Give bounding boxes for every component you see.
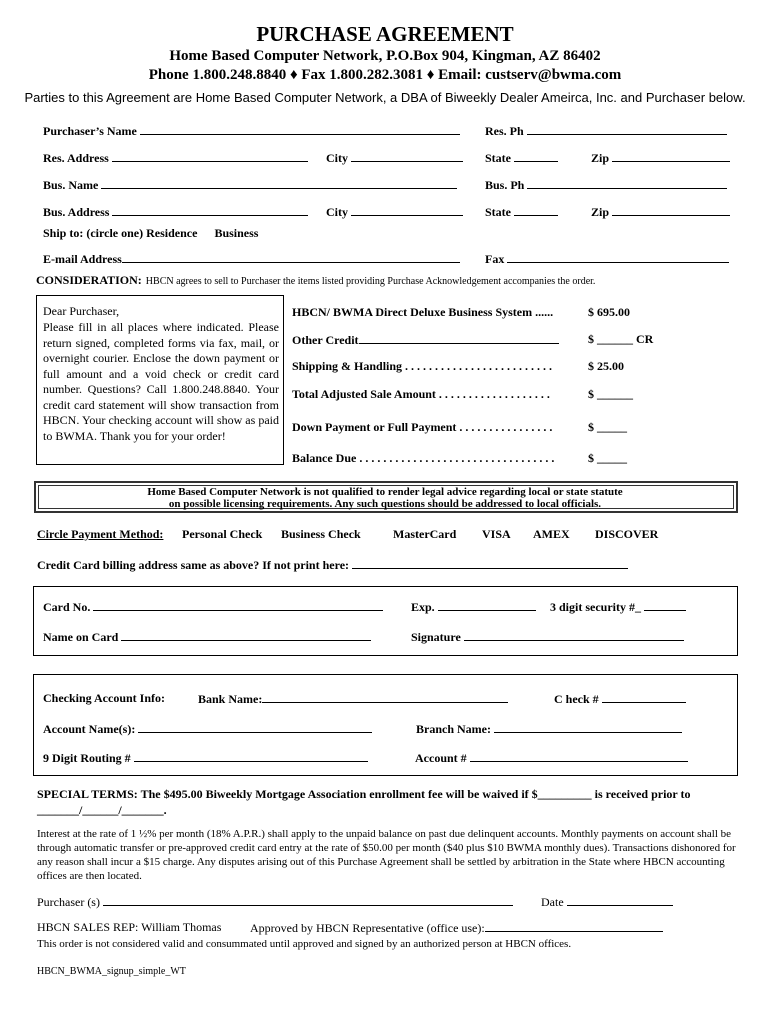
system-price-value: $ 695.00 <box>588 305 630 319</box>
routing-label: 9 Digit Routing # <box>43 751 131 765</box>
email-field[interactable] <box>43 251 460 267</box>
note-greeting: Dear Purchaser, <box>43 304 120 318</box>
bus-city-label: City <box>326 205 348 219</box>
card-exp-label: Exp. <box>411 600 435 614</box>
consideration-row <box>36 271 595 289</box>
billing-address-label: Credit Card billing address same as above? If not print here: <box>37 558 350 572</box>
approved-field[interactable] <box>250 920 663 936</box>
system-price-label: HBCN/ BWMA Direct Deluxe Business System ...... <box>292 305 554 319</box>
balance-due-label: Balance Due . . . . . . . . . . . . . . . . . . . . . . . . . . . . . . . . . <box>292 451 555 465</box>
res-phone-field[interactable] <box>485 123 727 139</box>
routing-field[interactable] <box>43 750 368 766</box>
bus-zip-field[interactable] <box>591 204 730 220</box>
payment-method-label: Circle Payment Method: <box>37 527 164 541</box>
payment-mastercard[interactable]: MasterCard <box>393 527 457 541</box>
card-name-label: Name on Card <box>43 630 119 644</box>
total-label: Total Adjusted Sale Amount . . . . . . . . . . . . . . . . . . . <box>292 387 550 401</box>
shipping-value: $ 25.00 <box>588 359 624 373</box>
branch-name-label: Branch Name: <box>416 722 491 736</box>
card-security-label: 3 digit security #_ <box>550 600 641 614</box>
res-city-field[interactable] <box>326 150 463 166</box>
account-name-label: Account Name(s): <box>43 722 136 736</box>
consideration-label: CONSIDERATION: <box>36 273 142 287</box>
ship-residence-option[interactable]: Residence <box>146 226 198 240</box>
card-number-field[interactable] <box>43 599 383 615</box>
ship-to-label: Ship to: (circle one) <box>43 226 144 240</box>
bus-address-label: Bus. Address <box>43 205 110 219</box>
res-city-label: City <box>326 151 348 165</box>
down-payment-label: Down Payment or Full Payment . . . . . . . . . . . . . . . . <box>292 420 553 434</box>
card-exp-field[interactable] <box>411 599 536 615</box>
purchaser-name-field[interactable] <box>43 123 460 139</box>
res-address-field[interactable] <box>43 150 308 166</box>
check-number-field[interactable] <box>554 691 686 707</box>
approved-label: Approved by HBCN Representative (office use): <box>250 921 485 935</box>
card-signature-label: Signature <box>411 630 461 644</box>
card-signature-field[interactable] <box>411 629 684 645</box>
res-zip-label: Zip <box>591 151 610 165</box>
account-number-field[interactable] <box>415 750 688 766</box>
billing-address-field[interactable] <box>37 557 628 573</box>
company-address: Home Based Computer Network, P.O.Box 904, Kingman, AZ 86402 <box>169 48 601 64</box>
bus-zip-label: Zip <box>591 205 610 219</box>
contact-line: Phone 1.800.248.8840 ♦ Fax 1.800.282.3081 ♦ Email: custserv@bwma.com <box>148 67 622 83</box>
payment-business-check[interactable]: Business Check <box>281 527 361 541</box>
down-payment-value[interactable]: $ _____ <box>588 420 627 434</box>
disclaimer-line-1: Home Based Computer Network is not qualified to render legal advice regarding local or state statute <box>147 486 623 498</box>
card-number-label: Card No. <box>43 600 91 614</box>
payment-discover[interactable]: DISCOVER <box>595 527 659 541</box>
res-zip-field[interactable] <box>591 150 730 166</box>
disclaimer-line-2: on possible licensing requirements. Any such questions should be addressed to local officials. <box>168 498 602 510</box>
page-title: PURCHASE AGREEMENT <box>256 22 514 46</box>
credit-card-box <box>33 586 738 656</box>
total-value[interactable]: $ ______ <box>588 387 633 401</box>
date-field[interactable] <box>541 894 673 910</box>
sales-rep: HBCN SALES REP: William Thomas <box>37 920 222 934</box>
ship-to-row <box>43 226 258 241</box>
fax-label: Fax <box>485 252 505 266</box>
purchaser-signature-label: Purchaser (s) <box>37 895 100 909</box>
payment-visa[interactable]: VISA <box>482 527 511 541</box>
check-number-label: C heck # <box>554 692 599 706</box>
res-state-label: State <box>485 151 511 165</box>
shipping-label: Shipping & Handling . . . . . . . . . . . . . . . . . . . . . . . . . <box>292 359 553 373</box>
bank-name-field[interactable] <box>198 691 508 707</box>
email-label: E-mail Address <box>43 252 122 266</box>
card-name-field[interactable] <box>43 629 371 645</box>
bus-state-label: State <box>485 205 511 219</box>
ship-business-option[interactable]: Business <box>214 226 259 240</box>
branch-name-field[interactable] <box>416 721 682 737</box>
card-security-field[interactable] <box>550 599 686 615</box>
purchaser-name-label: Purchaser’s Name <box>43 124 137 138</box>
bank-name-label: Bank Name: <box>198 692 263 706</box>
bus-address-field[interactable] <box>43 204 308 220</box>
payment-personal-check[interactable]: Personal Check <box>182 527 263 541</box>
bus-phone-label: Bus. Ph <box>485 178 525 192</box>
fax-field[interactable] <box>485 251 729 267</box>
res-phone-label: Res. Ph <box>485 124 524 138</box>
account-name-field[interactable] <box>43 721 372 737</box>
account-number-label: Account # <box>415 751 467 765</box>
other-credit-label: Other Credit <box>292 333 359 347</box>
bus-name-label: Bus. Name <box>43 178 99 192</box>
balance-due-value[interactable]: $ _____ <box>588 451 627 465</box>
bus-city-field[interactable] <box>326 204 463 220</box>
consideration-text: HBCN agrees to sell to Purchaser the items listed providing Purchase Acknowledgement accompanies the order. <box>145 276 596 287</box>
purchaser-signature-field[interactable] <box>37 894 513 910</box>
interest-terms: Interest at the rate of 1 ½% per month (18% A.P.R.) shall apply to the unpaid balance on past due delinquent accounts. Monthly payments on account shall be through automatic transfer or pre-approved credit card entry at the rate of $50.00 per month ($40 plus $10 BWMA monthly dues). Transactions dishonored for any reason shall incur a $15 charge. Any disputes arising out of this Purchase Agreement shall be settled by arbitration in the State where HBCN accounting offices are then located. <box>37 828 736 882</box>
note-body: Please fill in all places where indicated. Please return signed, completed forms via fax, mail, or overnight courier. Enclose the down payment or full amount and a void check or credit card number. Questions? Call 1.800.248.8840. Your credit card statement will show transaction from HBCN. Your checking account will show as paid to BWMA. Thank you for your order! <box>43 320 279 443</box>
other-credit-field[interactable] <box>292 332 559 348</box>
bus-name-field[interactable] <box>43 177 457 193</box>
res-address-label: Res. Address <box>43 151 109 165</box>
checking-info-label: Checking Account Info: <box>43 691 166 705</box>
special-terms-line-1: SPECIAL TERMS: The $495.00 Biweekly Mortgage Association enrollment fee will be waived if $_________ is received prior to <box>37 787 691 801</box>
payment-amex[interactable]: AMEX <box>533 527 570 541</box>
bus-phone-field[interactable] <box>485 177 727 193</box>
form-code: HBCN_BWMA_signup_simple_WT <box>37 966 186 977</box>
bus-state-field[interactable] <box>485 204 558 220</box>
other-credit-value[interactable]: $ ______ CR <box>588 332 654 346</box>
res-state-field[interactable] <box>485 150 558 166</box>
date-label: Date <box>541 895 564 909</box>
parties-line: Parties to this Agreement are Home Based Computer Network, a DBA of Biweekly Dealer Ameirca, Inc. and Purchaser below. <box>24 90 746 105</box>
special-terms-line-2: _______/______/_______. <box>37 803 167 817</box>
validity-note: This order is not considered valid and consummated until approved and signed by an authorized person at HBCN offices. <box>37 938 572 950</box>
